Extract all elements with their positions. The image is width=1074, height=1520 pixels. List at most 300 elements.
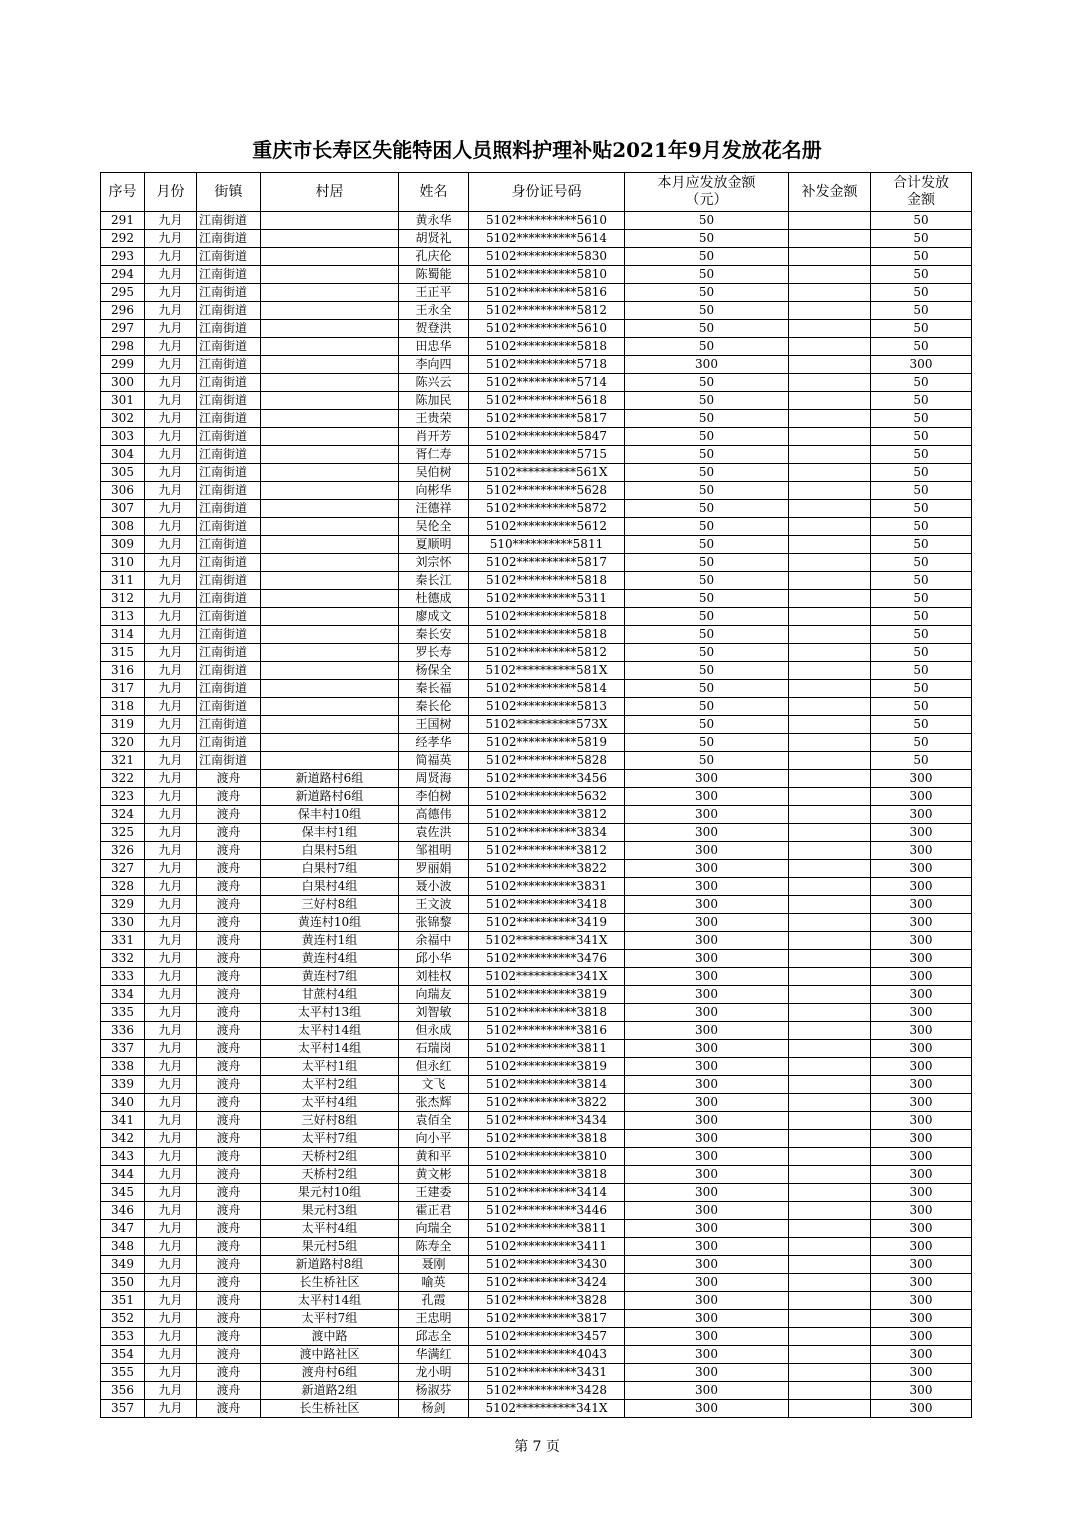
- table-row: [101, 1274, 972, 1292]
- cell-village: [261, 662, 399, 680]
- cell-month: 九月: [145, 464, 197, 482]
- cell-name: 秦长安: [399, 626, 469, 644]
- cell-seq: 331: [101, 932, 145, 950]
- cell-supplement: [789, 320, 871, 338]
- cell-seq: 324: [101, 806, 145, 824]
- cell-town: 江南街道: [197, 212, 261, 230]
- table-row: [101, 1328, 972, 1346]
- cell-village: [261, 230, 399, 248]
- cell-town: 渡舟: [197, 914, 261, 932]
- cell-name: 喻英: [399, 1274, 469, 1292]
- table-row: [101, 1346, 972, 1364]
- table-row: [101, 608, 972, 626]
- table-row: [101, 662, 972, 680]
- col-header-due-line1: 本月应发放金额: [657, 175, 756, 191]
- cell-name: 陈兴云: [399, 374, 469, 392]
- cell-total: 50: [871, 374, 972, 392]
- cell-town: 渡舟: [197, 1238, 261, 1256]
- cell-supplement: [789, 482, 871, 500]
- col-header-village: 村居: [261, 173, 399, 212]
- cell-month: 九月: [145, 266, 197, 284]
- cell-id: 5102**********5847: [469, 428, 625, 446]
- table-row: [101, 1256, 972, 1274]
- cell-name: 黄文彬: [399, 1166, 469, 1184]
- cell-month: 九月: [145, 986, 197, 1004]
- cell-due: 300: [625, 770, 789, 788]
- cell-total: 300: [871, 1112, 972, 1130]
- cell-village: 天桥村2组: [261, 1148, 399, 1166]
- cell-village: 白果村7组: [261, 860, 399, 878]
- table-row: [101, 302, 972, 320]
- cell-town: 渡舟: [197, 1202, 261, 1220]
- col-header-total-line2: 金额: [907, 192, 935, 208]
- cell-due: 300: [625, 878, 789, 896]
- cell-id: 5102**********5817: [469, 410, 625, 428]
- cell-total: 300: [871, 806, 972, 824]
- cell-total: 300: [871, 914, 972, 932]
- cell-seq: 345: [101, 1184, 145, 1202]
- cell-supplement: [789, 1400, 871, 1418]
- table-row: [101, 266, 972, 284]
- cell-seq: 354: [101, 1346, 145, 1364]
- cell-town: 江南街道: [197, 320, 261, 338]
- cell-total: 300: [871, 1310, 972, 1328]
- cell-town: 渡舟: [197, 1094, 261, 1112]
- col-header-total-line1: 合计发放: [893, 175, 949, 191]
- cell-due: 50: [625, 644, 789, 662]
- table-row: [101, 230, 972, 248]
- cell-town: 渡舟: [197, 950, 261, 968]
- cell-total: 300: [871, 1040, 972, 1058]
- cell-name: 陈蜀能: [399, 266, 469, 284]
- cell-supplement: [789, 698, 871, 716]
- cell-seq: 313: [101, 608, 145, 626]
- cell-seq: 349: [101, 1256, 145, 1274]
- cell-name: 王文波: [399, 896, 469, 914]
- cell-id: 5102**********3812: [469, 842, 625, 860]
- cell-town: 江南街道: [197, 572, 261, 590]
- cell-village: [261, 482, 399, 500]
- cell-name: 吴伦全: [399, 518, 469, 536]
- cell-month: 九月: [145, 1310, 197, 1328]
- cell-supplement: [789, 896, 871, 914]
- cell-village: [261, 374, 399, 392]
- cell-name: 刘桂权: [399, 968, 469, 986]
- cell-village: [261, 626, 399, 644]
- cell-total: 50: [871, 410, 972, 428]
- cell-month: 九月: [145, 320, 197, 338]
- cell-seq: 357: [101, 1400, 145, 1418]
- cell-supplement: [789, 1112, 871, 1130]
- cell-due: 50: [625, 302, 789, 320]
- table-row: [101, 1400, 972, 1418]
- cell-town: 渡舟: [197, 1220, 261, 1238]
- cell-seq: 316: [101, 662, 145, 680]
- cell-supplement: [789, 1382, 871, 1400]
- cell-seq: 305: [101, 464, 145, 482]
- cell-seq: 322: [101, 770, 145, 788]
- cell-supplement: [789, 878, 871, 896]
- cell-town: 江南街道: [197, 302, 261, 320]
- cell-id: 5102**********3431: [469, 1364, 625, 1382]
- cell-due: 300: [625, 1166, 789, 1184]
- cell-name: 夏顺明: [399, 536, 469, 554]
- cell-village: 渡中路: [261, 1328, 399, 1346]
- table-row: [101, 1022, 972, 1040]
- cell-id: 5102**********5714: [469, 374, 625, 392]
- cell-name: 陈加民: [399, 392, 469, 410]
- cell-id: 5102**********341X: [469, 968, 625, 986]
- cell-id: 5102**********5612: [469, 518, 625, 536]
- cell-id: 5102**********5813: [469, 698, 625, 716]
- cell-id: 5102**********3434: [469, 1112, 625, 1130]
- cell-total: 50: [871, 626, 972, 644]
- cell-town: 江南街道: [197, 230, 261, 248]
- cell-supplement: [789, 464, 871, 482]
- cell-month: 九月: [145, 1148, 197, 1166]
- cell-total: 50: [871, 752, 972, 770]
- cell-seq: 337: [101, 1040, 145, 1058]
- cell-due: 50: [625, 320, 789, 338]
- cell-total: 50: [871, 698, 972, 716]
- cell-town: 渡舟: [197, 896, 261, 914]
- cell-id: 5102**********581X: [469, 662, 625, 680]
- cell-town: 江南街道: [197, 554, 261, 572]
- cell-month: 九月: [145, 1076, 197, 1094]
- cell-id: 5102**********3476: [469, 950, 625, 968]
- cell-total: 300: [871, 1166, 972, 1184]
- cell-town: 渡舟: [197, 1166, 261, 1184]
- cell-village: [261, 536, 399, 554]
- cell-village: 天桥村2组: [261, 1166, 399, 1184]
- cell-due: 50: [625, 500, 789, 518]
- table-row: [101, 500, 972, 518]
- cell-id: 5102**********5812: [469, 644, 625, 662]
- cell-seq: 336: [101, 1022, 145, 1040]
- cell-seq: 326: [101, 842, 145, 860]
- cell-id: 5102**********5311: [469, 590, 625, 608]
- cell-total: 50: [871, 392, 972, 410]
- cell-id: 5102**********3822: [469, 860, 625, 878]
- table-row: [101, 572, 972, 590]
- table-row: [101, 824, 972, 842]
- cell-total: 50: [871, 302, 972, 320]
- cell-seq: 320: [101, 734, 145, 752]
- cell-name: 龙小明: [399, 1364, 469, 1382]
- cell-due: 50: [625, 680, 789, 698]
- cell-town: 江南街道: [197, 410, 261, 428]
- cell-total: 300: [871, 356, 972, 374]
- cell-seq: 333: [101, 968, 145, 986]
- cell-due: 50: [625, 428, 789, 446]
- cell-name: 廖成文: [399, 608, 469, 626]
- cell-seq: 356: [101, 1382, 145, 1400]
- cell-seq: 307: [101, 500, 145, 518]
- cell-village: [261, 608, 399, 626]
- cell-supplement: [789, 968, 871, 986]
- table-row: [101, 1004, 972, 1022]
- cell-supplement: [789, 1256, 871, 1274]
- cell-total: 300: [871, 1364, 972, 1382]
- cell-month: 九月: [145, 1040, 197, 1058]
- cell-name: 邹祖明: [399, 842, 469, 860]
- cell-total: 300: [871, 824, 972, 842]
- cell-town: 渡舟: [197, 1022, 261, 1040]
- cell-name: 邱志全: [399, 1328, 469, 1346]
- cell-supplement: [789, 644, 871, 662]
- cell-total: 50: [871, 608, 972, 626]
- cell-supplement: [789, 986, 871, 1004]
- cell-town: 渡舟: [197, 1040, 261, 1058]
- cell-id: 510**********5811: [469, 536, 625, 554]
- cell-seq: 340: [101, 1094, 145, 1112]
- cell-total: 50: [871, 590, 972, 608]
- cell-village: [261, 410, 399, 428]
- cell-village: 太平村7组: [261, 1130, 399, 1148]
- cell-due: 300: [625, 806, 789, 824]
- cell-total: 50: [871, 446, 972, 464]
- cell-month: 九月: [145, 1292, 197, 1310]
- cell-due: 300: [625, 1076, 789, 1094]
- cell-town: 江南街道: [197, 464, 261, 482]
- table-row: [101, 914, 972, 932]
- cell-total: 50: [871, 734, 972, 752]
- cell-due: 300: [625, 788, 789, 806]
- table-row: [101, 1292, 972, 1310]
- cell-due: 300: [625, 1310, 789, 1328]
- cell-total: 300: [871, 1256, 972, 1274]
- cell-village: 太平村7组: [261, 1310, 399, 1328]
- cell-seq: 298: [101, 338, 145, 356]
- cell-id: 5102**********5610: [469, 320, 625, 338]
- cell-total: 300: [871, 770, 972, 788]
- cell-name: 王贵荣: [399, 410, 469, 428]
- cell-due: 300: [625, 1400, 789, 1418]
- cell-month: 九月: [145, 590, 197, 608]
- cell-total: 300: [871, 788, 972, 806]
- cell-month: 九月: [145, 734, 197, 752]
- cell-town: 江南街道: [197, 662, 261, 680]
- cell-name: 刘宗怀: [399, 554, 469, 572]
- cell-town: 渡舟: [197, 1346, 261, 1364]
- cell-due: 300: [625, 1112, 789, 1130]
- cell-name: 经孝华: [399, 734, 469, 752]
- cell-name: 胥仁寿: [399, 446, 469, 464]
- cell-town: 渡舟: [197, 1382, 261, 1400]
- cell-due: 300: [625, 932, 789, 950]
- cell-village: [261, 572, 399, 590]
- table-body: [101, 212, 972, 1418]
- table-row: [101, 716, 972, 734]
- cell-due: 300: [625, 950, 789, 968]
- cell-name: 但永红: [399, 1058, 469, 1076]
- cell-month: 九月: [145, 1400, 197, 1418]
- cell-village: [261, 428, 399, 446]
- cell-name: 肖开芳: [399, 428, 469, 446]
- cell-id: 5102**********5814: [469, 680, 625, 698]
- cell-seq: 309: [101, 536, 145, 554]
- cell-seq: 300: [101, 374, 145, 392]
- table-row: [101, 626, 972, 644]
- table-row: [101, 356, 972, 374]
- table-row: [101, 536, 972, 554]
- cell-seq: 317: [101, 680, 145, 698]
- cell-seq: 351: [101, 1292, 145, 1310]
- table-row: [101, 464, 972, 482]
- cell-month: 九月: [145, 1004, 197, 1022]
- cell-town: 渡舟: [197, 1076, 261, 1094]
- cell-seq: 342: [101, 1130, 145, 1148]
- cell-month: 九月: [145, 806, 197, 824]
- cell-due: 50: [625, 590, 789, 608]
- cell-due: 300: [625, 1220, 789, 1238]
- cell-town: 江南街道: [197, 482, 261, 500]
- cell-supplement: [789, 608, 871, 626]
- cell-total: 300: [871, 968, 972, 986]
- table-row: [101, 374, 972, 392]
- cell-name: 王忠明: [399, 1310, 469, 1328]
- cell-name: 华满红: [399, 1346, 469, 1364]
- cell-town: 江南街道: [197, 518, 261, 536]
- cell-seq: 302: [101, 410, 145, 428]
- table-row: [101, 1040, 972, 1058]
- cell-seq: 306: [101, 482, 145, 500]
- cell-month: 九月: [145, 1328, 197, 1346]
- cell-id: 5102**********5632: [469, 788, 625, 806]
- cell-id: 5102**********3819: [469, 986, 625, 1004]
- cell-name: 袁佐洪: [399, 824, 469, 842]
- table-row: [101, 788, 972, 806]
- cell-due: 300: [625, 1274, 789, 1292]
- col-header-town: 街镇: [197, 173, 261, 212]
- cell-village: 太平村14组: [261, 1292, 399, 1310]
- cell-due: 50: [625, 752, 789, 770]
- cell-village: [261, 752, 399, 770]
- cell-due: 50: [625, 464, 789, 482]
- cell-town: 渡舟: [197, 788, 261, 806]
- cell-id: 5102**********3411: [469, 1238, 625, 1256]
- cell-town: 渡舟: [197, 1364, 261, 1382]
- cell-total: 50: [871, 554, 972, 572]
- cell-total: 300: [871, 1220, 972, 1238]
- cell-village: [261, 680, 399, 698]
- cell-village: [261, 464, 399, 482]
- cell-month: 九月: [145, 680, 197, 698]
- cell-town: 江南街道: [197, 734, 261, 752]
- table-header: [101, 173, 972, 212]
- cell-village: 新道路村6组: [261, 788, 399, 806]
- cell-village: 白果村5组: [261, 842, 399, 860]
- cell-supplement: [789, 1004, 871, 1022]
- table-row: [101, 1166, 972, 1184]
- cell-due: 50: [625, 446, 789, 464]
- cell-month: 九月: [145, 1202, 197, 1220]
- cell-total: 300: [871, 1400, 972, 1418]
- cell-name: 秦长福: [399, 680, 469, 698]
- cell-due: 300: [625, 1346, 789, 1364]
- cell-supplement: [789, 410, 871, 428]
- cell-id: 5102**********5830: [469, 248, 625, 266]
- cell-name: 吴伯树: [399, 464, 469, 482]
- cell-total: 50: [871, 284, 972, 302]
- cell-id: 5102**********5828: [469, 752, 625, 770]
- cell-village: [261, 698, 399, 716]
- cell-town: 渡舟: [197, 1328, 261, 1346]
- cell-town: 江南街道: [197, 266, 261, 284]
- cell-town: 渡舟: [197, 1184, 261, 1202]
- cell-supplement: [789, 770, 871, 788]
- cell-supplement: [789, 572, 871, 590]
- cell-village: 太平村2组: [261, 1076, 399, 1094]
- cell-village: 渡舟村6组: [261, 1364, 399, 1382]
- cell-id: 5102**********3419: [469, 914, 625, 932]
- cell-total: 300: [871, 860, 972, 878]
- cell-due: 300: [625, 1022, 789, 1040]
- cell-seq: 343: [101, 1148, 145, 1166]
- cell-id: 5102**********3814: [469, 1076, 625, 1094]
- cell-town: 江南街道: [197, 752, 261, 770]
- cell-name: 王永全: [399, 302, 469, 320]
- cell-due: 50: [625, 716, 789, 734]
- cell-seq: 308: [101, 518, 145, 536]
- cell-due: 50: [625, 572, 789, 590]
- cell-id: 5102**********561X: [469, 464, 625, 482]
- cell-town: 渡舟: [197, 1112, 261, 1130]
- cell-id: 5102**********5618: [469, 392, 625, 410]
- cell-id: 5102**********5818: [469, 626, 625, 644]
- cell-total: 50: [871, 500, 972, 518]
- cell-name: 孔霞: [399, 1292, 469, 1310]
- cell-id: 5102**********341X: [469, 1400, 625, 1418]
- cell-village: [261, 212, 399, 230]
- cell-total: 300: [871, 1058, 972, 1076]
- cell-id: 5102**********3810: [469, 1148, 625, 1166]
- cell-id: 5102**********3424: [469, 1274, 625, 1292]
- cell-due: 50: [625, 554, 789, 572]
- cell-month: 九月: [145, 1058, 197, 1076]
- cell-month: 九月: [145, 662, 197, 680]
- cell-supplement: [789, 338, 871, 356]
- cell-id: 5102**********5818: [469, 608, 625, 626]
- cell-village: [261, 320, 399, 338]
- cell-supplement: [789, 1040, 871, 1058]
- cell-supplement: [789, 1184, 871, 1202]
- cell-village: 黄连村7组: [261, 968, 399, 986]
- cell-village: 新道路村6组: [261, 770, 399, 788]
- cell-town: 渡舟: [197, 968, 261, 986]
- cell-village: [261, 266, 399, 284]
- table-row: [101, 1364, 972, 1382]
- cell-name: 黄和平: [399, 1148, 469, 1166]
- cell-id: 5102**********5610: [469, 212, 625, 230]
- cell-town: 渡舟: [197, 1004, 261, 1022]
- cell-month: 九月: [145, 896, 197, 914]
- cell-name: 向瑞全: [399, 1220, 469, 1238]
- roster-table: [100, 172, 972, 1418]
- cell-id: 5102**********3812: [469, 806, 625, 824]
- table-row: [101, 446, 972, 464]
- cell-village: 太平村4组: [261, 1094, 399, 1112]
- cell-due: 300: [625, 1130, 789, 1148]
- cell-name: 聂刚: [399, 1256, 469, 1274]
- cell-id: 5102**********573X: [469, 716, 625, 734]
- cell-name: 杜德成: [399, 590, 469, 608]
- cell-month: 九月: [145, 1130, 197, 1148]
- cell-month: 九月: [145, 1346, 197, 1364]
- cell-name: 向小平: [399, 1130, 469, 1148]
- cell-name: 向瑞友: [399, 986, 469, 1004]
- cell-total: 300: [871, 1346, 972, 1364]
